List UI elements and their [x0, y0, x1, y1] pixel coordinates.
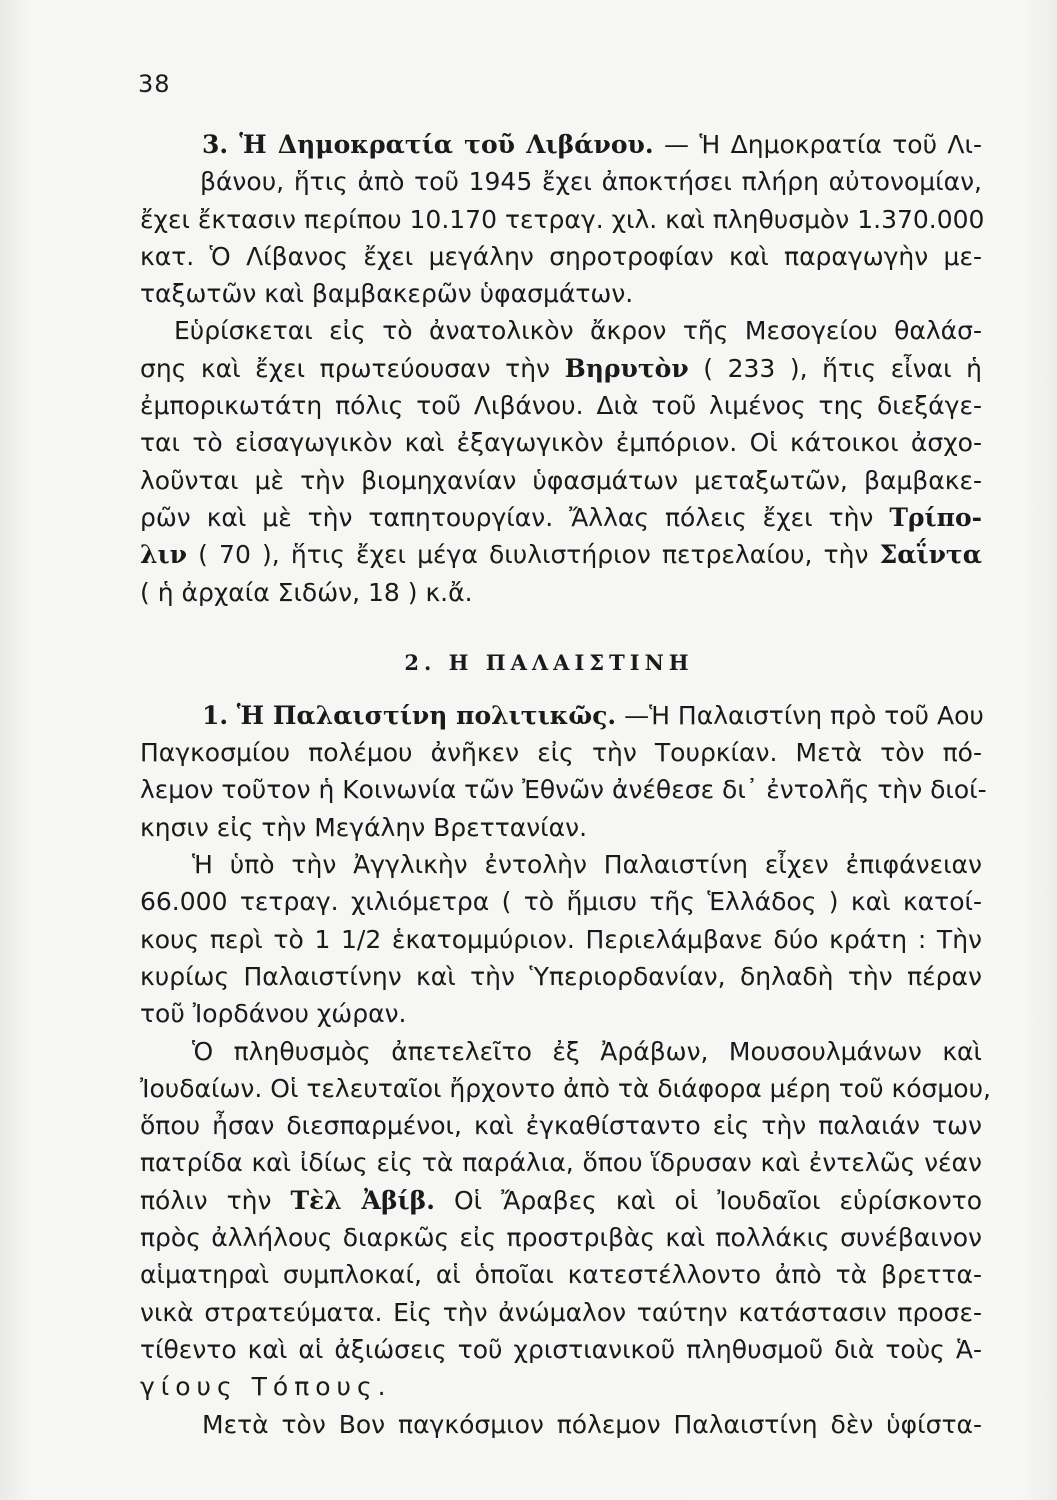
- text-line: πρὸς ἀλλήλους διαρκῶς εἰς προστριβὰς καὶ πολλάκις συνέβαινον: [140, 1223, 982, 1253]
- text-line: ἐμπορικωτάτη πόλις τοῦ Λιβάνου. Διὰ τοῦ λιμένος της διεξάγε-: [140, 391, 982, 421]
- text-line: Ἡ ὑπὸ τὴν Ἀγγλικὴν ἐντολὴν Παλαιστίνη εἶχεν ἐπιφάνειαν: [192, 850, 982, 880]
- text-line: κατ. Ὁ Λίβανος ἔχει μεγάλην σηροτροφίαν καὶ παραγωγὴν με-: [140, 241, 982, 271]
- text-line: [116, 697, 982, 734]
- bold-place-name: λιν: [140, 540, 187, 570]
- text-line: Ὁ πληθυσμὸς ἀπετελεῖτο ἐξ Ἀράβων, Μουσουλμάνων καὶ: [192, 1036, 982, 1066]
- bold-place-name: Τρίπο-: [889, 502, 982, 532]
- text-line: ( ἡ ἀρχαία Σιδών, 18 ) κ.ἄ.: [140, 577, 473, 607]
- text-line: ταξωτῶν καὶ βαμβακερῶν ὑφασμάτων.: [140, 279, 634, 309]
- text-line: αἱματηραὶ συμπλοκαί, αἱ ὁποῖαι κατεστέλλοντο ἀπὸ τὰ βρεττα-: [140, 1260, 982, 1290]
- text-fragment: σης καὶ ἔχει πρωτεύουσαν τὴν: [140, 353, 551, 383]
- text-line: τίθεντο καὶ αἱ ἀξιώσεις τοῦ χριστιανικοῦ πληθυσμοῦ διὰ τοὺς Ἁ-: [140, 1334, 982, 1364]
- palestine-paragraph-2: [116, 846, 982, 1032]
- page-number: 38: [138, 70, 171, 98]
- text-fragment: πόλιν τὴν: [140, 1185, 272, 1215]
- text-column: [116, 126, 992, 1443]
- text-fragment: ( 233 ), ἥτις εἶναι ἡ: [703, 353, 982, 383]
- text-line: πατρίδα καὶ ἰδίως εἰς τὰ παράλια, ὅπου ἵδρυσαν καὶ ἐντελῶς νέαν: [140, 1148, 982, 1178]
- text-line: ὅπου ἦσαν διεσπαρμένοι, καὶ ἐγκαθίσταντο εἰς τὴν παλαιάν των: [140, 1111, 982, 1141]
- text-line: 66.000 τετραγ. χιλιόμετρα ( τὸ ἥμισυ τῆς Ἑλλάδος ) καὶ κατοί-: [140, 887, 982, 917]
- text-line: Εὑρίσκεται εἰς τὸ ἀνατολικὸν ἄκρον τῆς Μεσογείου θαλάσ-: [174, 316, 982, 346]
- text-line: κους περὶ τὸ 1 1/2 ἑκατομμύριον. Περιελάμβανε δύο κράτη : Τὴν: [140, 924, 982, 954]
- text-fragment: ρῶν καὶ μὲ τὴν ταπητουργίαν. Ἄλλας πόλεις ἔχει τὴν: [140, 502, 874, 532]
- subsection-title-lebanon: 3. Ἡ Δημοκρατία τοῦ Λιβάνου.: [202, 130, 654, 159]
- text-fragment: Οἱ Ἄραβες καὶ οἱ Ἰουδαῖοι εὑρίσκοντο: [453, 1185, 983, 1215]
- bold-place-name: Βηρυτὸν: [564, 353, 689, 383]
- lebanon-paragraph-1: [116, 126, 985, 312]
- text-fragment: —Ἡ Παλαιστίνη πρὸ τοῦ Αου: [624, 700, 984, 730]
- text-line: [116, 499, 982, 536]
- spacer: [116, 611, 982, 643]
- text-line: [116, 126, 982, 163]
- text-line: λεμον τοῦτον ἡ Κοινωνία τῶν Ἐθνῶν ἀνέθεσε δι᾽ ἐντολῆς τὴν διοί-: [140, 775, 987, 805]
- text-line: Μετὰ τὸν Βον παγκόσμιον πόλεμον Παλαιστίνη δὲν ὑφίστα-: [202, 1409, 982, 1439]
- text-line: Παγκοσμίου πολέμου ἀνῆκεν εἰς τὴν Τουρκίαν. Μετὰ τὸν πό-: [140, 738, 982, 768]
- text-line: γίους Τόπους.: [140, 1372, 392, 1402]
- text-line: ται τὸ εἰσαγωγικὸν καὶ ἐξαγωγικὸν ἐμπόριον. Οἱ κάτοικοι ἀσχο-: [140, 428, 982, 458]
- text-line: ἔχει ἔκτασιν περίπου 10.170 τετραγ. χιλ. καὶ πληθυσμὸν 1.370.000: [140, 204, 985, 234]
- text-fragment: — Ἡ Δημοκρατία τοῦ Λι-: [663, 130, 983, 159]
- bold-place-name: Τὲλ Ἀβίβ.: [290, 1185, 435, 1215]
- subsection-title-palestine: 1. Ἡ Παλαιστίνη πολιτικῶς.: [202, 700, 617, 730]
- text-line: κησιν εἰς τὴν Μεγάλην Βρεττανίαν.: [140, 812, 588, 842]
- palestine-paragraph-3: [116, 1033, 992, 1406]
- text-line: κυρίως Παλαιστίνην καὶ τὴν Ὑπεριορδανίαν, δηλαδὴ τὴν πέραν: [140, 961, 982, 991]
- text-line: [116, 350, 982, 387]
- text-line: λοῦνται μὲ τὴν βιομηχανίαν ὑφασμάτων μεταξωτῶν, βαμβακε-: [140, 465, 982, 495]
- lebanon-paragraph-2: [116, 312, 982, 610]
- text-line: [116, 1182, 982, 1219]
- palestine-paragraph-4: [116, 1406, 982, 1443]
- text-line: νικὰ στρατεύματα. Εἰς τὴν ἀνώμαλον ταύτην κατάστασιν προσε-: [140, 1297, 982, 1327]
- section-heading: 2. Η ΠΑΛΑΙΣΤΙΝΗ: [404, 649, 694, 675]
- text-line: [116, 536, 982, 573]
- text-line: Ἰουδαίων. Οἱ τελευταῖοι ἤρχοντο ἀπὸ τὰ διάφορα μέρη τοῦ κόσμου,: [140, 1073, 992, 1103]
- text-line: βάνου, ἥτις ἀπὸ τοῦ 1945 ἔχει ἀποκτήσει πλήρη αὐτονομίαν,: [200, 167, 982, 197]
- palestine-paragraph-1: [116, 697, 987, 846]
- spacer: [116, 683, 982, 697]
- text-line: τοῦ Ἰορδάνου χώραν.: [140, 999, 407, 1029]
- text-fragment: ( 70 ), ἥτις ἔχει μέγα διυλιστήριον πετρελαίου, τὴν: [198, 540, 869, 570]
- bold-place-name: Σαΐντα: [879, 540, 982, 570]
